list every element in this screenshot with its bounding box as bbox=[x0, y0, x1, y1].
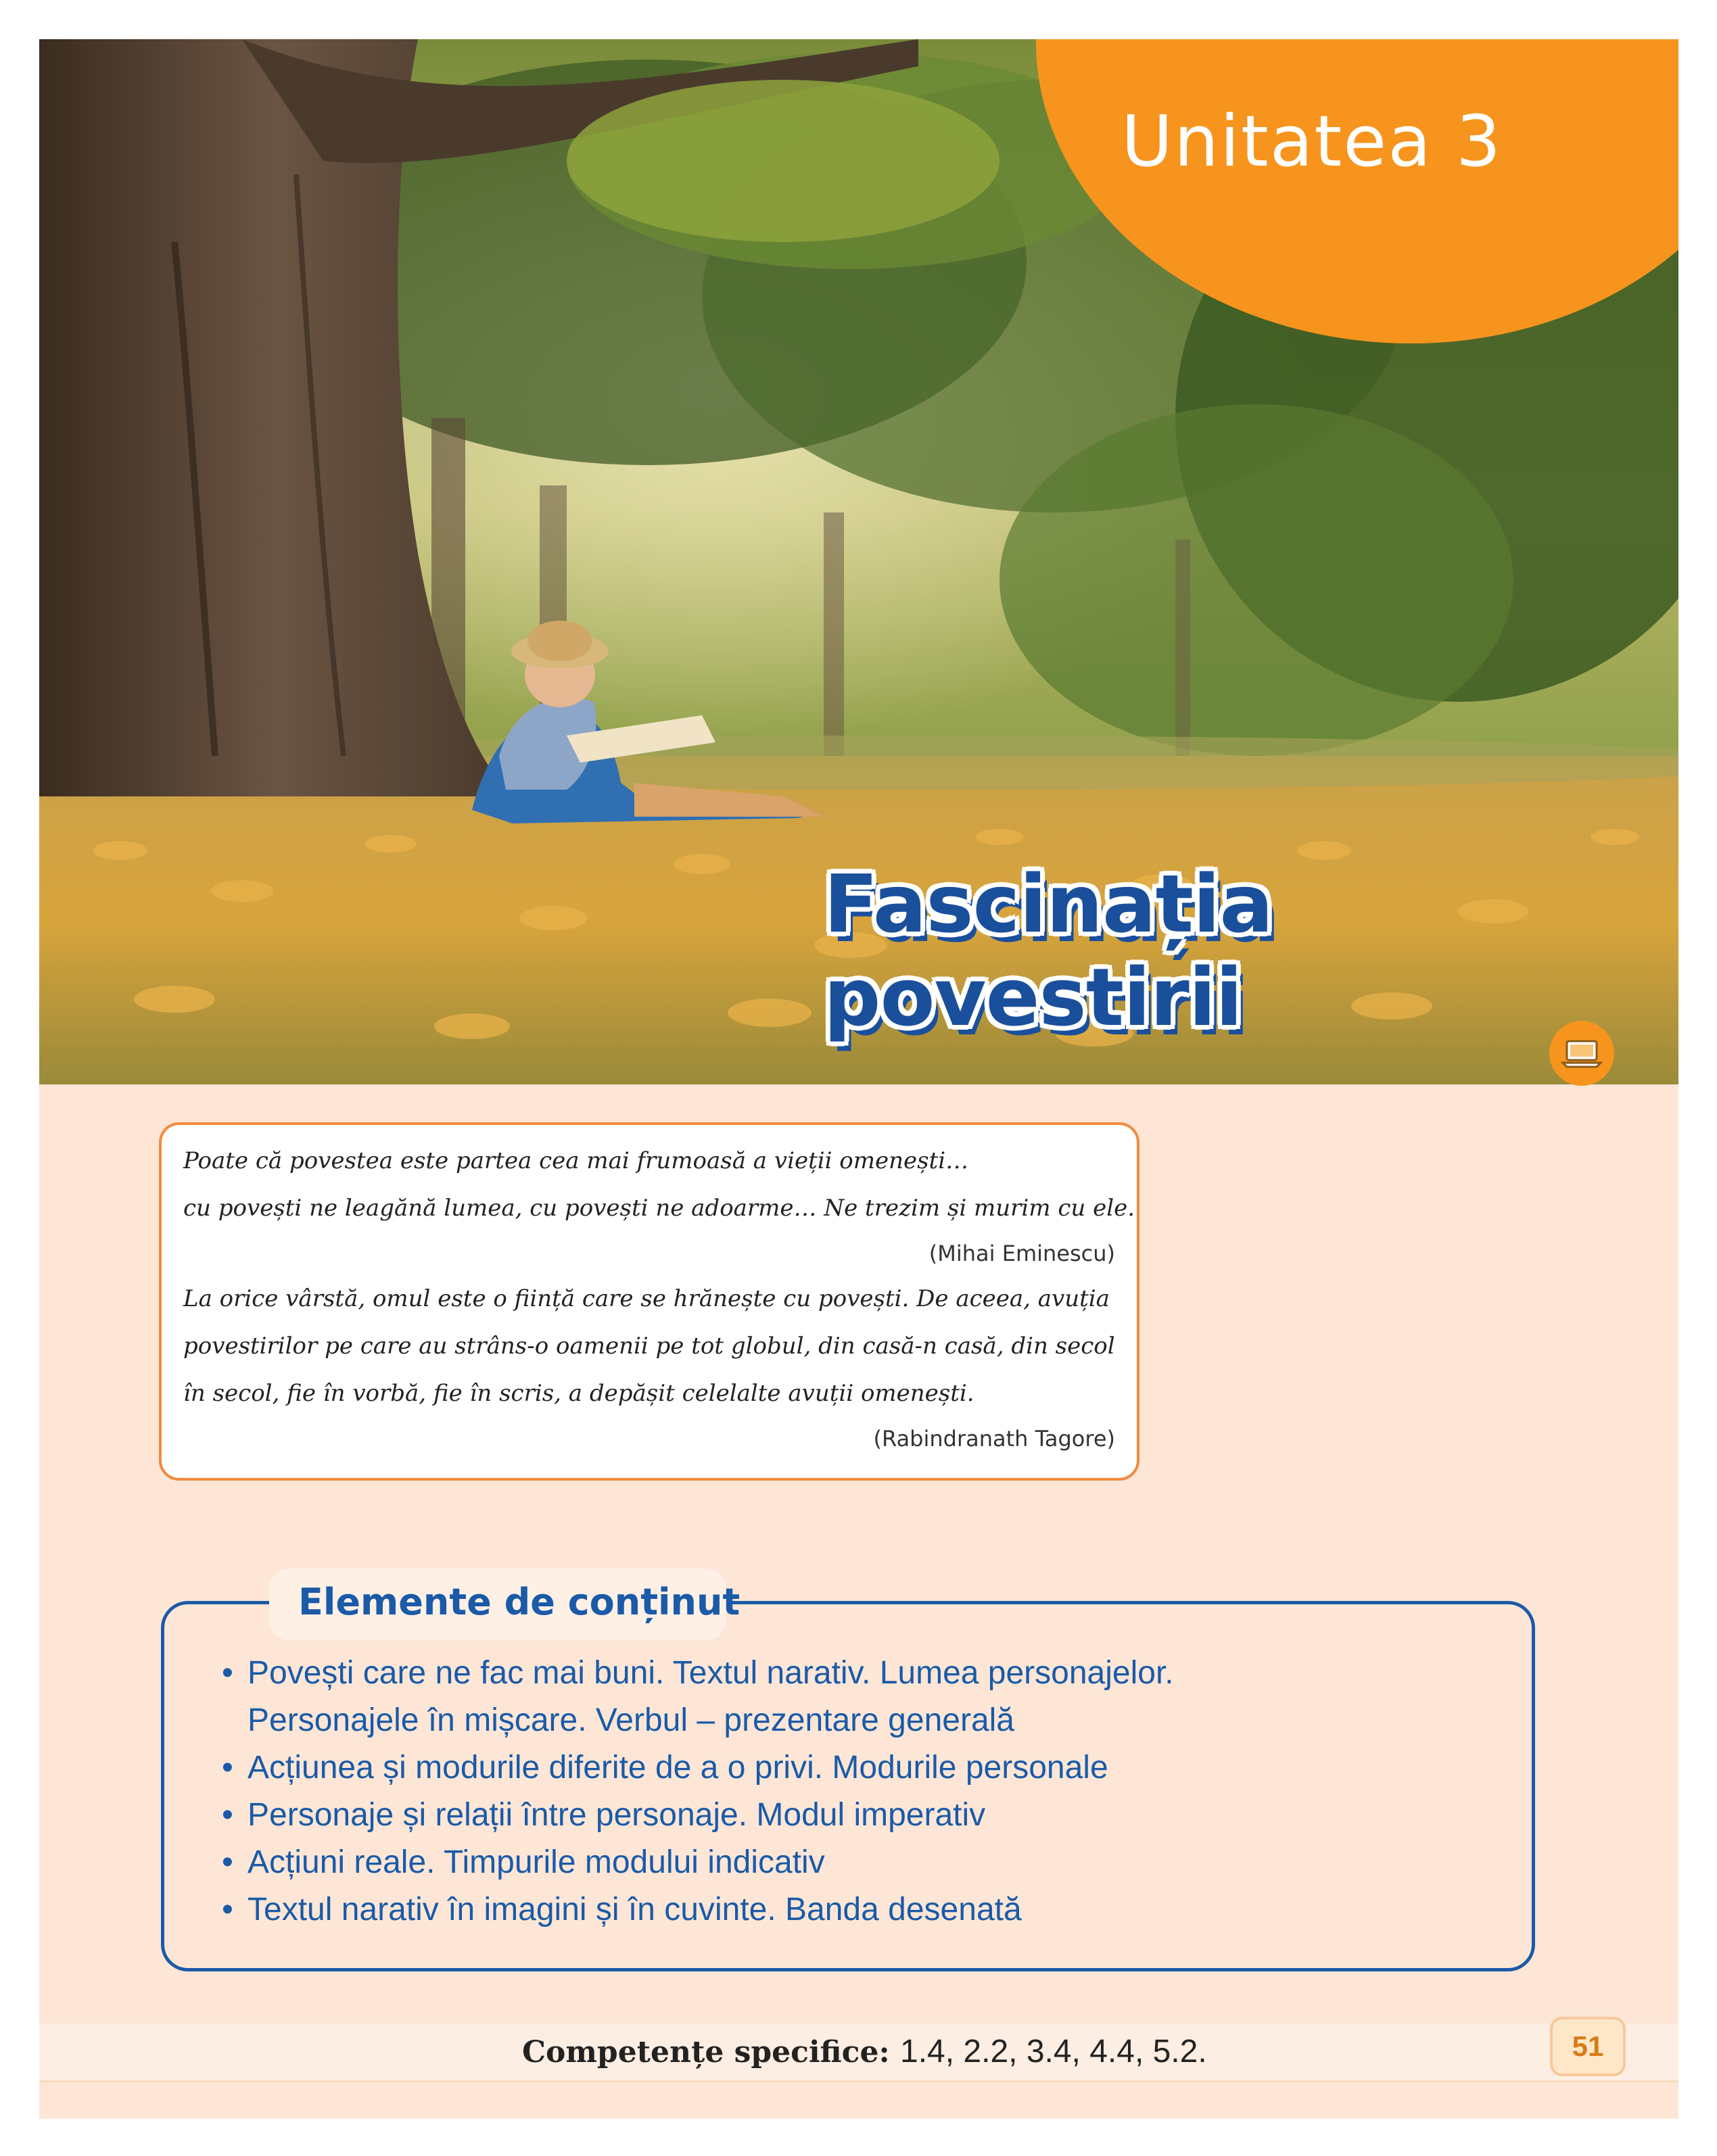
content-heading: Elemente de conținut bbox=[298, 1581, 740, 1623]
bullet-icon: • bbox=[222, 1655, 233, 1691]
page-number: 51 bbox=[1550, 2017, 1626, 2076]
competences-line bbox=[522, 2023, 1207, 2081]
competences-label: Competențe specifice: bbox=[522, 2035, 890, 2069]
quote-line: povestirilor pe care au strâns-o oamenii pe tot globul, din casă-n casă, din secol bbox=[183, 1333, 1115, 1360]
bullet-icon: • bbox=[222, 1797, 233, 1833]
bullet-icon: • bbox=[222, 1750, 233, 1786]
list-item-text: Personajele în mișcare. Verbul – prezentare generală bbox=[248, 1702, 1014, 1738]
content-list bbox=[222, 1650, 1174, 1934]
quote-line: cu povești ne leagănă lumea, cu povești ne adoarme… Ne trezim și murim cu ele. bbox=[183, 1195, 1135, 1222]
page bbox=[39, 39, 1678, 2119]
list-item bbox=[222, 1886, 1174, 1934]
laptop-icon[interactable] bbox=[1549, 1021, 1614, 1086]
list-item-text: Personaje și relații între personaje. Modul imperativ bbox=[248, 1797, 986, 1833]
quote-author: (Rabindranath Tagore) bbox=[873, 1426, 1115, 1452]
list-item-text: Textul narativ în imagini și în cuvinte. Banda desenată bbox=[248, 1892, 1022, 1927]
list-item-text: Povești care ne fac mai buni. Textul narativ. Lumea personajelor. bbox=[248, 1655, 1174, 1691]
list-item bbox=[222, 1650, 1174, 1697]
bullet-icon: • bbox=[222, 1844, 233, 1880]
quote-line: La orice vârstă, omul este o ființă care se hrănește cu povești. De aceea, avuția bbox=[183, 1285, 1110, 1312]
list-item bbox=[222, 1792, 1174, 1839]
unit-label: Unitatea 3 bbox=[1121, 100, 1503, 183]
bullet-icon: • bbox=[222, 1892, 233, 1927]
list-item-text: Acțiunea și modurile diferite de a o privi. Modurile personale bbox=[248, 1750, 1108, 1786]
page-title: Fascinația povestirii bbox=[824, 857, 1273, 1044]
quote-box bbox=[159, 1122, 1139, 1481]
competences-values: 1.4, 2.2, 3.4, 4.4, 5.2. bbox=[900, 2034, 1207, 2069]
list-item bbox=[222, 1744, 1174, 1792]
quote-line: Poate că povestea este partea cea mai frumoasă a vieții omenești… bbox=[183, 1147, 969, 1174]
quote-line: în secol, fie în vorbă, fie în scris, a depășit celelalte avuții omenești. bbox=[183, 1380, 974, 1407]
list-item-text: Acțiuni reale. Timpurile modului indicativ bbox=[248, 1844, 825, 1880]
list-item bbox=[222, 1839, 1174, 1886]
list-item bbox=[222, 1697, 1174, 1744]
quote-author: (Mihai Eminescu) bbox=[928, 1241, 1115, 1266]
